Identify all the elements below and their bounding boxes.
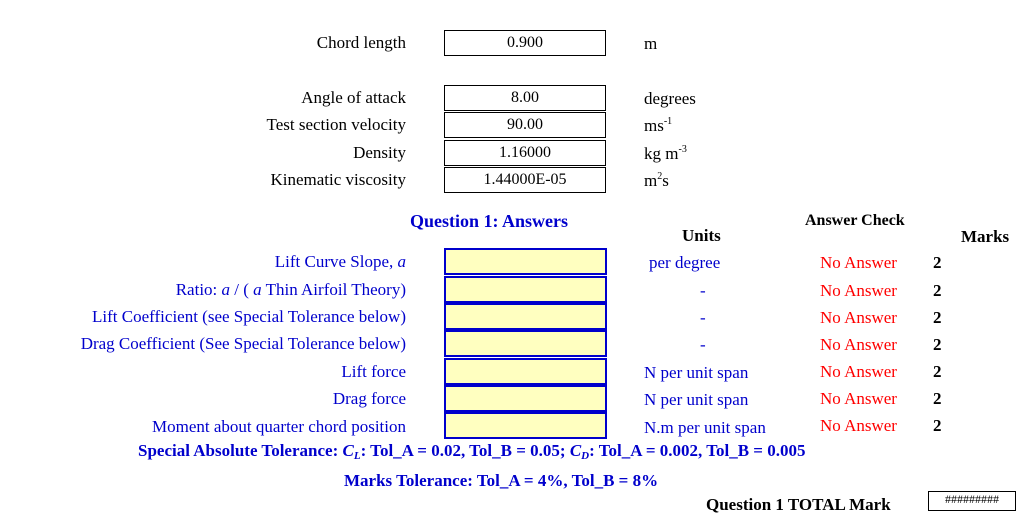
drag-force-label: Drag force bbox=[332, 389, 406, 408]
moment-unit: N.m per unit span bbox=[644, 418, 766, 437]
lift-coefficient-marks: 2 bbox=[933, 308, 942, 327]
test-section-velocity-label: Test section velocity bbox=[266, 115, 406, 134]
answers-title: Question 1: Answers bbox=[410, 211, 569, 231]
special-tolerance-text: Special Absolute Tolerance: $C_L$: Tol_A = 0.02, Tol_B = 0.05; $C_D$: Tol_A = 0.002, Tol_B = 0.005 bbox=[138, 441, 806, 462]
ratio-unit: - bbox=[700, 281, 706, 300]
lift-curve-slope-label: Lift Curve Slope, a bbox=[274, 252, 406, 271]
kinematic-viscosity-cell[interactable]: 1.44000E-05 bbox=[444, 167, 606, 193]
ratio-check: No Answer bbox=[820, 281, 897, 300]
drag-force-check: No Answer bbox=[820, 389, 897, 408]
total-mark-label: Question 1 TOTAL Mark bbox=[706, 495, 891, 514]
chord-length-cell[interactable]: 0.900 bbox=[444, 30, 606, 56]
lift-curve-slope-input[interactable] bbox=[444, 248, 607, 275]
kinematic-viscosity-unit: $m^2s$ bbox=[644, 171, 669, 190]
lift-curve-slope-marks: 2 bbox=[933, 253, 942, 272]
density-cell[interactable]: 1.16000 bbox=[444, 140, 606, 166]
ratio-marks: 2 bbox=[933, 281, 942, 300]
lift-coefficient-check: No Answer bbox=[820, 308, 897, 327]
ratio-label: Ratio: a / ( a Thin Airfoil Theory) bbox=[175, 280, 406, 299]
moment-input[interactable] bbox=[444, 412, 607, 439]
chord-length-label: Chord length bbox=[316, 33, 406, 52]
moment-check: No Answer bbox=[820, 416, 897, 435]
total-mark-value[interactable]: ######### bbox=[928, 491, 1016, 511]
ratio-input[interactable] bbox=[444, 276, 607, 303]
moment-marks: 2 bbox=[933, 416, 942, 435]
marks-header: Marks bbox=[961, 227, 1010, 246]
drag-force-marks: 2 bbox=[933, 389, 942, 408]
lift-curve-slope-unit: per degree bbox=[649, 253, 721, 272]
lift-coefficient-label: Lift Coefficient (see Special Tolerance below) bbox=[92, 307, 406, 326]
chord-length-unit: m bbox=[644, 34, 658, 53]
drag-coefficient-label: Drag Coefficient (See Special Tolerance below) bbox=[80, 334, 406, 353]
marks-tolerance-text: Marks Tolerance: Tol_A = 4%, Tol_B = 8% bbox=[344, 471, 659, 490]
lift-coefficient-input[interactable] bbox=[444, 303, 607, 330]
angle-of-attack-label: Angle of attack bbox=[301, 88, 406, 107]
lift-force-check: No Answer bbox=[820, 362, 897, 381]
drag-force-input[interactable] bbox=[444, 385, 607, 412]
drag-coefficient-check: No Answer bbox=[820, 335, 897, 354]
kinematic-viscosity-label: Kinematic viscosity bbox=[270, 170, 406, 189]
lift-force-label: Lift force bbox=[341, 362, 406, 381]
units-header: Units bbox=[682, 226, 721, 245]
drag-coefficient-marks: 2 bbox=[933, 335, 942, 354]
answer-check-header: Answer Check bbox=[805, 212, 905, 229]
test-section-velocity-cell[interactable]: 90.00 bbox=[444, 112, 606, 138]
density-unit: kg $m^{-3}$ bbox=[644, 144, 687, 163]
density-label: Density bbox=[353, 143, 406, 162]
drag-coefficient-input[interactable] bbox=[444, 330, 607, 357]
angle-of-attack-cell[interactable]: 8.00 bbox=[444, 85, 606, 111]
moment-label: Moment about quarter chord position bbox=[151, 417, 406, 436]
angle-of-attack-unit: degrees bbox=[644, 89, 696, 108]
lift-coefficient-unit: - bbox=[700, 308, 706, 327]
lift-force-marks: 2 bbox=[933, 362, 942, 381]
drag-coefficient-unit: - bbox=[700, 335, 706, 354]
lift-force-input[interactable] bbox=[444, 358, 607, 385]
test-section-velocity-unit: $ms^{-1}$ bbox=[644, 116, 673, 135]
lift-force-unit: N per unit span bbox=[644, 363, 749, 382]
lift-curve-slope-check: No Answer bbox=[820, 253, 897, 272]
drag-force-unit: N per unit span bbox=[644, 390, 749, 409]
